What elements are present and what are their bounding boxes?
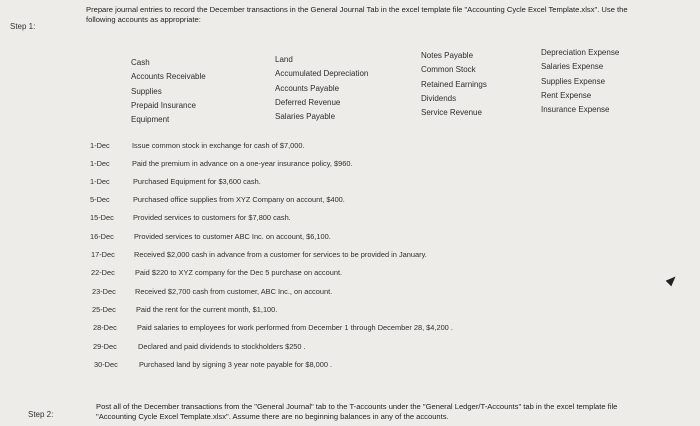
transaction-row [0, 287, 700, 305]
account-item: Depreciation Expense [541, 48, 620, 57]
transaction-row [0, 141, 700, 159]
transaction-description: Paid the premium in advance on a one-year insurance policy, $960. [132, 159, 353, 168]
transaction-date: 22-Dec [91, 268, 115, 277]
transaction-description: Purchased Equipment for $3,600 cash. [133, 177, 261, 186]
transaction-date: 16-Dec [90, 232, 114, 241]
account-item: Prepaid Insurance [131, 100, 196, 110]
account-item: Salaries Payable [275, 112, 336, 122]
transaction-date: 1-Dec [90, 141, 110, 150]
transaction-description: Issue common stock in exchange for cash of $7,000. [132, 141, 305, 150]
transaction-row [0, 195, 700, 213]
step1-instruction: Prepare journal entries to record the December transactions in the General Journal Tab in the excel template file "Accounting Cycle Excel Template.xlsx". Use the following accounts as appropriate: [86, 5, 628, 24]
account-column-3 [421, 49, 487, 120]
transaction-description: Provided services to customer ABC Inc. on account, $6,100. [134, 232, 331, 241]
transaction-row [0, 159, 700, 177]
step2-label: Step 2: [28, 410, 54, 419]
step1-label: Step 1: [10, 22, 36, 31]
account-column-1 [131, 56, 206, 127]
transaction-date: 1-Dec [90, 159, 110, 168]
transaction-row [0, 323, 700, 341]
account-item: Land [275, 55, 293, 64]
transaction-row [0, 268, 700, 286]
transaction-date: 1-Dec [90, 177, 110, 186]
account-item: Service Revenue [421, 108, 482, 118]
account-item: Salaries Expense [541, 62, 604, 72]
account-column-2 [275, 53, 368, 124]
transaction-date: 5-Dec [90, 195, 110, 204]
account-item: Common Stock [421, 65, 476, 75]
transaction-date: 30-Dec [94, 360, 118, 369]
transaction-date: 17-Dec [91, 250, 115, 259]
transaction-description: Paid salaries to employees for work performed from December 1 through December 28, $4,200 . [137, 323, 453, 332]
account-item: Dividends [421, 93, 457, 103]
transaction-row [0, 360, 700, 378]
transaction-description: Declared and paid dividends to stockholders $250 . [138, 342, 306, 351]
transaction-row [0, 213, 700, 231]
step2-instruction: Post all of the December transactions from the "General Journal" tab to the T-accounts under the "General Ledger/T-Accounts" tab in the excel template file "Accounting Cycle Excel Template.xlsx". Assume there are no beginning balances in any of the accounts. [96, 402, 618, 421]
account-item: Rent Expense [541, 90, 592, 100]
transaction-row [0, 305, 700, 323]
account-item: Cash [131, 58, 150, 67]
transaction-description: Purchased land by signing 3 year note payable for $8,000 . [139, 360, 333, 369]
transaction-date: 29-Dec [93, 342, 117, 351]
transaction-description: Provided services to customers for $7,800 cash. [133, 213, 291, 222]
account-item: Notes Payable [421, 51, 474, 60]
transaction-date: 28-Dec [93, 323, 117, 332]
transaction-row [0, 250, 700, 268]
account-item: Accounts Payable [275, 83, 340, 93]
transaction-row [0, 342, 700, 360]
transaction-date: 23-Dec [92, 287, 116, 296]
transaction-date: 25-Dec [92, 305, 116, 314]
transaction-date: 15-Dec [90, 213, 114, 222]
transaction-row [0, 177, 700, 195]
transaction-description: Paid $220 to XYZ company for the Dec 5 purchase on account. [135, 268, 343, 277]
account-item: Retained Earnings [421, 79, 487, 89]
account-item: Accumulated Depreciation [275, 69, 369, 79]
account-column-4 [541, 46, 619, 117]
account-item: Insurance Expense [541, 105, 610, 115]
account-item: Accounts Receivable [131, 72, 206, 82]
transaction-description: Paid the rent for the current month, $1,100. [136, 305, 278, 314]
transaction-row [0, 232, 700, 250]
transaction-description: Received $2,700 cash from customer, ABC Inc., on account. [135, 287, 333, 296]
account-item: Deferred Revenue [275, 97, 341, 107]
transaction-description: Received $2,000 cash in advance from a customer for services to be provided in January. [134, 250, 427, 259]
account-item: Supplies [131, 86, 162, 96]
account-item: Equipment [131, 115, 170, 125]
account-item: Supplies Expense [541, 76, 606, 86]
transaction-description: Purchased office supplies from XYZ Company on account, $400. [133, 195, 345, 204]
